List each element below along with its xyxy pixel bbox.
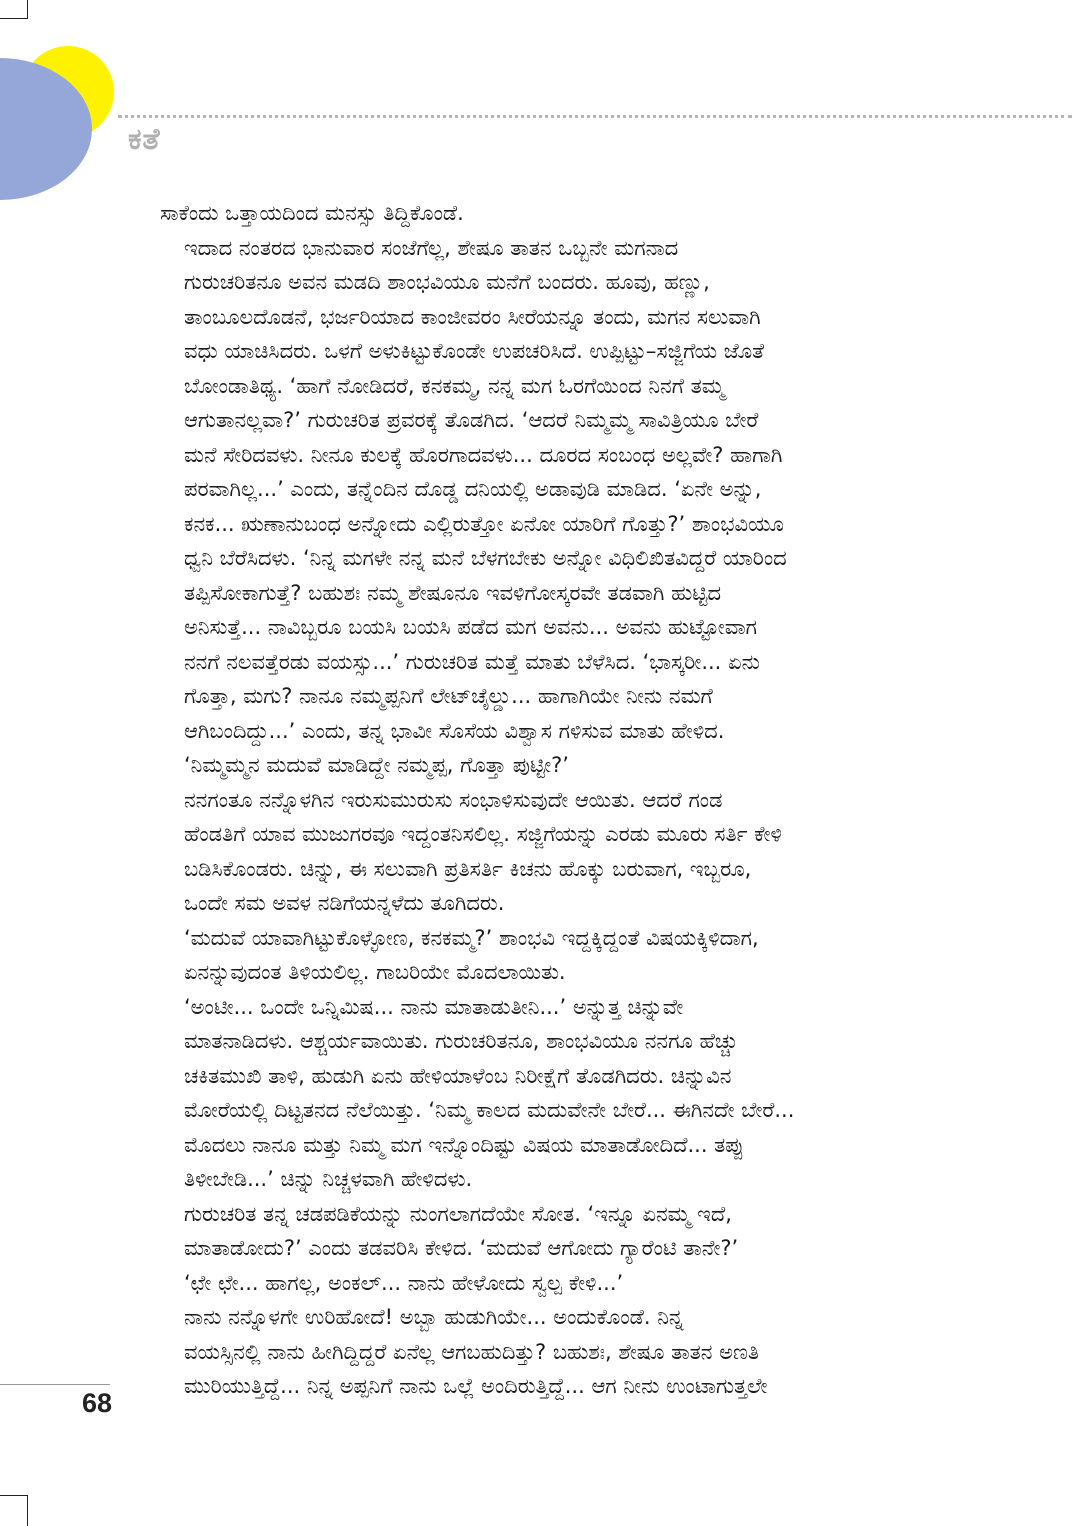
- text-line: ವಯಸ್ಸಿನಲ್ಲಿ ನಾನು ಹೀಗಿದ್ದಿದ್ದರೆ ಏನೆಲ್ಲ ಆಗಬಹುದಿತ್ತು? ಬಹುಶಃ, ಶೇಷೂ ತಾತನ ಅಣತಿ: [184, 1339, 760, 1364]
- story-paragraph: [160, 990, 920, 1197]
- text-line: ‘ಛೇ ಛೇ... ಹಾಗಲ್ಲ, ಅಂಕಲ್... ನಾನು ಹೇಳೋದು ಸ್ವಲ್ಪ ಕೇಳಿ...’: [184, 1270, 624, 1295]
- story-paragraph: [160, 921, 920, 990]
- text-line: ತಾಂಬೂಲದೊಡನೆ, ಭರ್ಜರಿಯಾದ ಕಾಂಜೀವರಂ ಸೀರೆಯನ್ನೂ ತಂದು, ಮಗನ ಸಲುವಾಗಿ: [184, 304, 761, 329]
- story-body: [160, 196, 920, 1404]
- text-line: ಒಂದೇ ಸಮ ಅವಳ ನಡಿಗೆಯನ್ನಳೆದು ತೂಗಿದರು.: [184, 891, 505, 915]
- text-line: ನಾನು ನನ್ನೊಳಗೇ ಉರಿಹೋದೆ! ಅಬ್ಬಾ ಹುಡುಗಿಯೇ... ಅಂದುಕೊಂಡೆ. ನಿನ್ನ: [184, 1305, 684, 1329]
- text-line: ಮಾತನಾಡಿದಳು. ಆಶ್ಚರ್ಯವಾಯಿತು. ಗುರುಚರಿತನೂ, ಶಾಂಭವಿಯೂ ನನಗೂ ಹೆಚ್ಚು: [184, 1029, 739, 1053]
- text-line: ಮೋರೆಯಲ್ಲಿ ದಿಟ್ಟತನದ ನೆಲೆಯಿತ್ತು. ‘ನಿಮ್ಮ ಕಾಲದ ಮದುವೇನೇ ಬೇರೆ... ಈಗಿನದೇ ಬೇರೆ...: [184, 1098, 795, 1122]
- crop-mark-bottom-left: [0, 1495, 28, 1526]
- text-line: ಬಡಿಸಿಕೊಂಡರು. ಚಿನ್ನು, ಈ ಸಲುವಾಗಿ ಪ್ರತಿಸರ್ತಿ ಕಿಚನು ಹೊಕ್ಕು ಬರುವಾಗ, ಇಬ್ಬರೂ,: [184, 856, 752, 881]
- story-paragraph: [160, 1197, 920, 1266]
- text-line: ಮಾತಾಡೋದು?’ ಎಂದು ತಡವರಿಸಿ ಕೇಳಿದ. ‘ಮದುವೆ ಆಗೋದು ಗ್ಯಾರೆಂಟಿ ತಾನೇ?’: [184, 1236, 739, 1260]
- text-line: ಧ್ವನಿ ಬೆರೆಸಿದಳು. ‘ನಿನ್ನ ಮಗಳೇ ನನ್ನ ಮನೆ ಬೆಳಗಬೇಕು ಅನ್ನೋ ವಿಧಿಲಿಖಿತವಿದ್ದರೆ ಯಾರಿಂದ: [184, 546, 787, 570]
- story-paragraph: [160, 231, 920, 783]
- page-number: 68: [82, 1388, 113, 1418]
- story-paragraph: [160, 1300, 920, 1404]
- text-line: ತಪ್ಪಿಸೋಕಾಗುತ್ತೆ? ಬಹುಶಃ ನಮ್ಮ ಶೇಷೂನೂ ಇವಳಿಗೋಸ್ಕರವೇ ತಡವಾಗಿ ಹುಟ್ಟಿದ: [184, 580, 722, 605]
- text-line: ಗುರುಚರಿತ ತನ್ನ ಚಡಪಡಿಕೆಯನ್ನು ನುಂಗಲಾಗದೆಯೇ ಸೋತ. ‘ಇನ್ನೂ ಏನಮ್ಮ ಇದೆ,: [184, 1201, 732, 1226]
- section-title: ಕತೆ: [128, 122, 161, 157]
- text-line: ‘ನಿಮ್ಮಮ್ಮನ ಮದುವೆ ಮಾಡಿದ್ದೇ ನಮ್ಮಪ್ಪ, ಗೊತ್ತಾ ಪುಟ್ಟೀ?’: [184, 753, 569, 777]
- text-line: ಚಕಿತಮುಖಿ ತಾಳಿ, ಹುಡುಗಿ ಏನು ಹೇಳಿಯಾಳೆಂಬ ನಿರೀಕ್ಷೆಗೆ ತೊಡಗಿದರು. ಚಿನ್ನುವಿನ: [184, 1063, 732, 1088]
- text-line: ವಧು ಯಾಚಿಸಿದರು. ಒಳಗೆ ಅಳುಕಿಟ್ಟುಕೊಂಡೇ ಉಪಚರಿಸಿದೆ. ಉಪ್ಪಿಟ್ಟು–ಸಜ್ಜಿಗೆಯ ಜೊತೆ: [184, 339, 765, 363]
- text-line: ಗುರುಚರಿತನೂ ಅವನ ಮಡದಿ ಶಾಂಭವಿಯೂ ಮನೆಗೆ ಬಂದರು. ಹೂವು, ಹಣ್ಣು,: [184, 270, 710, 294]
- text-line: ಆಗುತಾನಲ್ಲವಾ?’ ಗುರುಚರಿತ ಪ್ರವರಕ್ಕೆ ತೊಡಗಿದ. ‘ಆದರೆ ನಿಮ್ಮಮ್ಮ ಸಾವಿತ್ರಿಯೂ ಬೇರೆ: [184, 408, 759, 432]
- text-line: ಪರವಾಗಿಲ್ಲ...’ ಎಂದು, ತನ್ನೆಂದಿನ ದೊಡ್ಡ ದನಿಯಲ್ಲಿ ಅಡಾವುಡಿ ಮಾಡಿದ. ‘ಏನೇ ಅನ್ನು,: [184, 477, 762, 501]
- text-line: ಮೊದಲು ನಾನೂ ಮತ್ತು ನಿಮ್ಮ ಮಗ ಇನ್ನೊಂದಿಷ್ಟು ವಿಷಯ ಮಾತಾಡೋದಿದೆ... ತಪ್ಪು: [184, 1132, 745, 1157]
- text-line: ಮನೆ ಸೇರಿದವಳು. ನೀನೂ ಕುಲಕ್ಕೆ ಹೊರಗಾದವಳು... ದೂರದ ಸಂಬಂಧ ಅಲ್ಲವೇ? ಹಾಗಾಗಿ: [184, 442, 783, 467]
- text-line: ನನಗೆ ನಲವತ್ತೆರಡು ವಯಸ್ಸು...’ ಗುರುಚರಿತ ಮತ್ತೆ ಮಾತು ಬೆಳೆಸಿದ. ‘ಭಾಸ್ಕರೀ... ಏನು: [184, 649, 760, 674]
- text-line: ‘ಅಂಟೀ... ಒಂದೇ ಒನ್ನಿಮಿಷ... ನಾನು ಮಾತಾಡುತೀನಿ...’ ಅನ್ನುತ್ತ ಚಿನ್ನುವೇ: [184, 994, 684, 1019]
- footer-rule: [0, 1384, 110, 1385]
- header-dotted-rule: [118, 115, 1072, 118]
- decorative-circles: [0, 0, 130, 210]
- text-line: ಕನಕ... ಋಣಾನುಬಂಧ ಅನ್ನೋದು ಎಲ್ಲಿರುತ್ತೋ ಏನೋ ಯಾರಿಗೆ ಗೊತ್ತು?’ ಶಾಂಭವಿಯೂ: [184, 511, 784, 536]
- text-line: ಅನಿಸುತ್ತೆ... ನಾವಿಬ್ಬರೂ ಬಯಸಿ ಬಯಸಿ ಪಡೆದ ಮಗ ಅವನು... ಅವನು ಹುಟ್ಟೋವಾಗ: [184, 615, 757, 639]
- text-line: ತಿಳೀಬೇಡಿ...’ ಚಿನ್ನು ನಿಚ್ಚಳವಾಗಿ ಹೇಳಿದಳು.: [184, 1167, 473, 1191]
- text-line: ಬೋಂಡಾತಿಥ್ಯ. ‘ಹಾಗೆ ನೋಡಿದರೆ, ಕನಕಮ್ಮ, ನನ್ನ ಮಗ ಓರಗೆಯಿಂದ ನಿನಗೆ ತಮ್ಮ: [184, 373, 725, 398]
- text-line: ನನಗಂತೂ ನನ್ನೊಳಗಿನ ಇರುಸುಮುರುಸು ಸಂಭಾಳಿಸುವುದೇ ಆಯಿತು. ಆದರೆ ಗಂಡ: [184, 787, 723, 812]
- story-paragraph: [160, 196, 920, 231]
- text-line: ಆಗಿಬಂದಿದ್ದು...’ ಎಂದು, ತನ್ನ ಭಾವೀ ಸೊಸೆಯ ವಿಶ್ವಾಸ ಗಳಿಸುವ ಮಾತು ಹೇಳಿದ.: [184, 718, 725, 743]
- text-line: ಮುರಿಯುತ್ತಿದ್ದೆ... ನಿನ್ನ ಅಪ್ಪನಿಗೆ ನಾನು ಒಲ್ಲೆ ಅಂದಿರುತ್ತಿದ್ದೆ... ಆಗ ನೀನು ಉಂಟಾಗುತ್ತಲೇ: [184, 1374, 768, 1398]
- text-line: ಗೊತ್ತಾ, ಮಗು? ನಾನೂ ನಮ್ಮಪ್ಪನಿಗೆ ಲೇಟ್‌ಚೈಲ್ಡು... ಹಾಗಾಗಿಯೇ ನೀನು ನಮಗೆ: [184, 684, 713, 708]
- text-line: ಏನನ್ನುವುದಂತ ತಿಳಿಯಲಿಲ್ಲ. ಗಾಬರಿಯೇ ಮೊದಲಾಯಿತು.: [184, 960, 566, 984]
- text-line: ಇದಾದ ನಂತರದ ಭಾನುವಾರ ಸಂಜೆಗೆಲ್ಲ, ಶೇಷೂ ತಾತನ ಒಬ್ಬನೇ ಮಗನಾದ: [184, 235, 679, 260]
- story-paragraph: [160, 1266, 920, 1301]
- text-line: ‘ಮದುವೆ ಯಾವಾಗಿಟ್ಟುಕೊಳ್ಳೋಣ, ಕನಕಮ್ಮ?’ ಶಾಂಭವಿ ಇದ್ದಕ್ಕಿದ್ದಂತೆ ವಿಷಯಕ್ಕಿಳಿದಾಗ,: [184, 925, 759, 950]
- story-paragraph: [160, 783, 920, 921]
- text-line: ಹೆಂಡತಿಗೆ ಯಾವ ಮುಜುಗರವೂ ಇದ್ದಂತನಿಸಲಿಲ್ಲ. ಸಜ್ಜಿಗೆಯನ್ನು ಎರಡು ಮೂರು ಸರ್ತಿ ಕೇಳಿ: [184, 822, 782, 846]
- text-line: ಸಾಕೆಂದು ಒತ್ತಾಯದಿಂದ ಮನಸ್ಸು ತಿದ್ದಿಕೊಂಡೆ.: [160, 201, 464, 225]
